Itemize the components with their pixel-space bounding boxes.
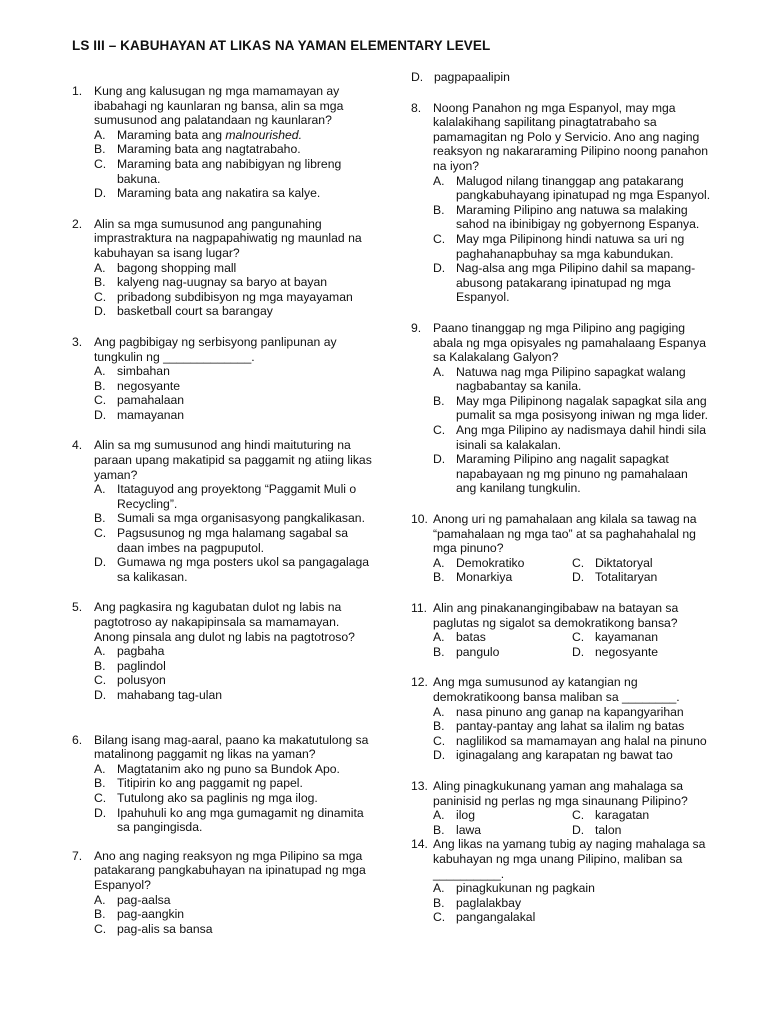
option-c xyxy=(433,423,711,452)
option-text: pag-alis sa bansa xyxy=(117,921,213,936)
option-letter: D. xyxy=(94,805,107,820)
question-text: Bilang isang mag-aaral, paano ka makatutulong sa matalinong paggamit ng likas na yaman? xyxy=(94,732,369,762)
option-text: paglalakbay xyxy=(456,895,522,910)
option-text: Natuwa nag mga Pilipino sapagkat walang nagbabantay sa kanila. xyxy=(456,364,686,394)
option-a xyxy=(94,128,372,143)
option-letter: A. xyxy=(433,630,445,645)
option-b xyxy=(433,203,711,232)
option-letter: D. xyxy=(94,407,107,422)
option-letter: C. xyxy=(572,630,585,645)
option-letter: A. xyxy=(433,173,445,188)
option-a xyxy=(94,893,372,908)
option-letter: C. xyxy=(433,231,446,246)
option-d xyxy=(572,645,711,660)
option-b xyxy=(94,142,372,157)
question-4 xyxy=(72,438,372,584)
option-text: Sumali sa mga organisasyong pangkalikasan. xyxy=(117,511,365,526)
option-text: Ipahuhuli ko ang mga gumagamit ng dinamita sa pangingisda. xyxy=(117,805,364,835)
option-text: kayamanan xyxy=(595,630,659,645)
option-letter: D. xyxy=(572,822,585,837)
question-text: Alin ang pinakanangingibabaw na batayan sa paglutas ng sigalot sa demokratikong bansa? xyxy=(433,601,679,630)
option-d xyxy=(433,452,711,496)
question-number: 7. xyxy=(72,848,83,863)
option-text: Titipirin ko ang paggamit ng papel. xyxy=(117,776,303,791)
option-row xyxy=(433,808,711,823)
option-text: karagatan xyxy=(595,808,650,823)
option-c xyxy=(572,630,711,645)
option-c xyxy=(94,290,372,305)
option-letter: C. xyxy=(94,156,107,171)
option-letter: C. xyxy=(94,673,107,688)
option-text: naglilikod sa mamamayan ang halal na pinuno xyxy=(456,733,707,748)
option-letter: A. xyxy=(433,555,445,570)
option-text: pangangalakal xyxy=(456,910,536,925)
option-letter: B. xyxy=(433,895,445,910)
document-title: LS III – KABUHAYAN AT LIKAS NA YAMAN ELEMENTARY LEVEL xyxy=(72,38,491,53)
question-number: 3. xyxy=(72,334,83,349)
option-text: pribadong subdibisyon ng mga mayayaman xyxy=(117,289,353,304)
option-a xyxy=(433,365,711,394)
question-text: Ang likas na yamang tubig ay naging mahalaga sa kabuhayan ng mga unang Pilipino, maliban sa __________. xyxy=(433,837,706,881)
option-text: pinagkukunan ng pagkain xyxy=(456,881,595,896)
question-text: Ano ang naging reaksyon ng mga Pilipino sa mga patakarang pangkabuhayan na ipinatupad ng mga Espanyol? xyxy=(94,848,366,892)
option-a xyxy=(94,644,372,659)
option-text: bagong shopping mall xyxy=(117,260,237,275)
question-14 xyxy=(411,837,711,925)
option-row xyxy=(433,630,711,645)
option-letter: C. xyxy=(572,808,585,823)
option-d xyxy=(94,304,372,319)
option-text: Pagsusunog ng mga halamang sagabal sa daan imbes na pagpuputol. xyxy=(117,526,349,555)
option-letter: B. xyxy=(94,275,106,290)
option-letter: B. xyxy=(433,822,445,837)
option-letter: B. xyxy=(94,658,106,673)
option-letter: D. xyxy=(94,304,107,319)
option-text: batas xyxy=(456,630,486,645)
option-c xyxy=(94,673,372,688)
option-c xyxy=(572,556,711,571)
option-text: pag-aalsa xyxy=(117,892,171,907)
question-number: 9. xyxy=(411,320,422,335)
option-text: paglindol xyxy=(117,658,166,673)
option-text: pangulo xyxy=(456,644,500,659)
option-letter: C. xyxy=(433,423,446,438)
option-text: simbahan xyxy=(117,364,170,379)
option-c xyxy=(433,734,711,749)
option-letter: A. xyxy=(94,482,106,497)
option-text: lawa xyxy=(456,822,482,837)
option-text: negosyante xyxy=(595,644,659,659)
option-letter: D. xyxy=(572,570,585,585)
question-number: 6. xyxy=(72,732,83,747)
option-d xyxy=(433,748,711,763)
option-b xyxy=(433,570,572,585)
option-c xyxy=(94,526,372,555)
option-b xyxy=(94,776,372,791)
option-text: Tutulong ako sa paglinis ng mga ilog. xyxy=(117,790,318,805)
option-letter: A. xyxy=(94,892,106,907)
question-13 xyxy=(411,779,711,837)
option-letter: A. xyxy=(433,364,445,379)
question-number: 14. xyxy=(411,837,428,852)
option-letter: A. xyxy=(94,761,106,776)
option-c xyxy=(94,157,372,186)
option-c xyxy=(94,791,372,806)
option-emphasis: malnourished. xyxy=(225,127,302,142)
option-letter: A. xyxy=(94,127,106,142)
option-c xyxy=(572,808,711,823)
option-b xyxy=(433,823,572,838)
question-number: 5. xyxy=(72,600,83,615)
option-b xyxy=(433,896,711,911)
option-text: Demokratiko xyxy=(456,555,525,570)
option-letter: A. xyxy=(94,260,106,275)
question-2 xyxy=(72,217,372,319)
option-text: May mga Pilipinong nagalak sapagkat sila ang pumalit sa mga posisyong iniwan ng mga lider. xyxy=(456,393,709,423)
option-letter: C. xyxy=(94,790,107,805)
question-text: Ang pagbibigay ng serbisyong panlipunan ay tungkulin ng _____________. xyxy=(94,334,337,364)
option-b xyxy=(433,394,711,423)
option-text: ilog xyxy=(456,808,475,823)
right-column xyxy=(411,70,711,925)
question-text: Aling pinagkukunang yaman ang mahalaga sa paninisid ng perlas ng mga sinaunang Pilipino? xyxy=(433,778,688,808)
option-text: Monarkiya xyxy=(456,570,513,585)
option-letter: B. xyxy=(94,142,106,157)
option-letter: D. xyxy=(572,644,585,659)
option-a xyxy=(433,881,711,896)
question-6 xyxy=(72,733,372,835)
option-letter: D. xyxy=(433,261,446,276)
option-text: Maraming bata ang nabibigyan ng libreng bakuna. xyxy=(117,156,342,186)
option-text: Diktatoryal xyxy=(595,555,653,570)
option-letter: A. xyxy=(94,364,106,379)
option-d xyxy=(94,806,372,835)
option-letter: B. xyxy=(94,378,106,393)
option-text: pamahalaan xyxy=(117,393,185,408)
question-number: 4. xyxy=(72,438,83,453)
option-text: Magtatanim ako ng puno sa Bundok Apo. xyxy=(117,761,340,776)
option-text: Maraming Pilipino ang nagalit sapagkat napabayaan ng mg pinuno ng pamahalaan ang kanilang tungkulin. xyxy=(456,452,688,496)
option-text: nasa pinuno ang ganap na kapangyarihan xyxy=(456,704,684,719)
option-c xyxy=(433,910,711,925)
option-row xyxy=(433,556,711,571)
option-letter: B. xyxy=(94,907,106,922)
option-b xyxy=(94,275,372,290)
option-letter: B. xyxy=(433,202,445,217)
question-5 xyxy=(72,600,372,702)
option-text: Nag-alsa ang mga Pilipino dahil sa mapang-abusong patakarang ipinatupad ng mga Espanyol. xyxy=(456,261,696,305)
option-letter: C. xyxy=(94,393,107,408)
option-letter: C. xyxy=(94,921,107,936)
option-b xyxy=(94,511,372,526)
option-row xyxy=(433,645,711,660)
option-a xyxy=(94,762,372,777)
option-text: Maraming bata ang nakatira sa kalye. xyxy=(117,186,321,201)
option-a xyxy=(94,482,372,511)
option-b xyxy=(433,719,711,734)
option-text: talon xyxy=(595,822,622,837)
option-c xyxy=(94,922,372,937)
option-letter: B. xyxy=(433,393,445,408)
option-text: Ang mga Pilipino ay nadismaya dahil hindi sila isinali sa kalakalan. xyxy=(456,423,706,452)
question-9 xyxy=(411,321,711,496)
question-text: Noong Panahon ng mga Espanyol, may mga kalalakihang sapilitang pinagtatrabaho sa pamamagitan ng Polo y Servicio. Ano ang naging reaksyon ng nakararaming Pilipino noong panahon na iyon? xyxy=(433,100,709,173)
question-number: 13. xyxy=(411,778,428,793)
option-letter: B. xyxy=(433,719,445,734)
option-letter: A. xyxy=(433,808,445,823)
question-10 xyxy=(411,512,711,585)
question-text: Ang pagkasira ng kagubatan dulot ng labis na pagtotroso ay nakapipinsala sa mamamayan. Anong pinsala ang dulot ng labis na pagtotroso? xyxy=(94,600,355,644)
question-text: Paano tinanggap ng mga Pilipino ang pagiging abala ng mga opisyales ng pamahalaang Espanya sa Kalakalang Galyon? xyxy=(433,320,707,365)
option-d xyxy=(572,570,711,585)
question-text: Ang mga sumusunod ay katangian ng demokratikoong bansa maliban sa ________. xyxy=(433,675,680,704)
option-d xyxy=(94,186,372,201)
option-d xyxy=(433,261,711,305)
question-8 xyxy=(411,101,711,305)
option-letter: B. xyxy=(94,776,106,791)
option-letter: C. xyxy=(94,526,107,541)
option-letter: D. xyxy=(94,555,107,570)
question-text: Alin sa mg sumusunod ang hindi maituturing na paraan upang makatipid sa paggamit ng atiing likas yaman? xyxy=(94,438,372,482)
option-letter: A. xyxy=(433,881,445,896)
option-text: May mga Pilipinong hindi natuwa sa uri ng paghahanapbuhay sa mga kabundukan. xyxy=(456,231,685,261)
option-row xyxy=(433,570,711,585)
option-text: Gumawa ng mga posters ukol sa pangagalaga sa kalikasan. xyxy=(117,555,370,584)
left-column xyxy=(72,70,372,936)
option-letter: D. xyxy=(433,452,446,467)
option-text: Maraming bata ang nagtatrabaho. xyxy=(117,142,301,157)
option-letter: C. xyxy=(433,910,446,925)
option-letter: A. xyxy=(433,704,445,719)
option-text: Malugod nilang tinanggap ang patakarang pangkabuhayang ipinatupad ng mga Espanyol. xyxy=(456,173,711,203)
option-d xyxy=(572,823,711,838)
option-a xyxy=(94,364,372,379)
option-a xyxy=(433,705,711,720)
question-number: 2. xyxy=(72,216,83,231)
option-text: Totalitaryan xyxy=(595,570,658,585)
option-text: Maraming bata ang xyxy=(117,127,226,142)
option-d xyxy=(94,555,372,584)
option-letter: A. xyxy=(94,644,106,659)
option-letter: C. xyxy=(433,733,446,748)
option-letter: B. xyxy=(433,570,445,585)
question-number: 10. xyxy=(411,512,428,527)
option-c xyxy=(433,232,711,261)
option-row xyxy=(433,823,711,838)
option-text: kalyeng nag-uugnay sa baryo at bayan xyxy=(117,275,328,290)
option-d-q7-continued xyxy=(411,70,711,85)
option-b xyxy=(94,379,372,394)
question-1 xyxy=(72,84,372,201)
option-letter: D. xyxy=(94,186,107,201)
option-b xyxy=(94,659,372,674)
question-number: 8. xyxy=(411,100,422,115)
option-d xyxy=(94,688,372,703)
question-number: 12. xyxy=(411,675,428,690)
option-text: pagbaha xyxy=(117,644,165,659)
option-text: mahabang tag-ulan xyxy=(117,687,223,702)
question-number: 11. xyxy=(411,601,428,615)
option-text: mamayanan xyxy=(117,407,185,422)
option-b xyxy=(94,907,372,922)
option-text: pantay-pantay ang lahat sa ilalim ng batas xyxy=(456,719,685,734)
option-a xyxy=(433,556,572,571)
option-letter: D. xyxy=(411,70,424,84)
option-letter: B. xyxy=(433,644,445,659)
option-letter: D. xyxy=(433,748,446,763)
option-d xyxy=(94,408,372,423)
option-a xyxy=(94,261,372,276)
question-7 xyxy=(72,849,372,937)
option-text: Maraming Pilipino ang natuwa sa malaking sahod na ibinibigay ng gobyernong Espanya. xyxy=(456,202,700,232)
question-12 xyxy=(411,675,711,763)
option-text: iginagalang ang karapatan ng bawat tao xyxy=(456,748,673,763)
question-text: Anong uri ng pamahalaan ang kilala sa tawag na “pamahalaan ng mga tao” at sa paghahahalal ng mga pinuno? xyxy=(433,512,697,556)
option-letter: B. xyxy=(94,511,106,526)
question-number: 1. xyxy=(72,84,83,98)
option-text: Itataguyod ang proyektong “Paggamit Muli o Recycling”. xyxy=(117,482,357,511)
option-text: polusyon xyxy=(117,673,166,688)
option-a xyxy=(433,174,711,203)
option-letter: C. xyxy=(94,289,107,304)
option-text: pag-aangkin xyxy=(117,907,185,922)
question-11 xyxy=(411,601,711,659)
option-text: pagpapaalipin xyxy=(434,70,510,84)
option-a xyxy=(433,630,572,645)
question-3 xyxy=(72,335,372,423)
option-text: negosyante xyxy=(117,378,181,393)
question-text: Kung ang kalusugan ng mga mamamayan ay ibabahagi ng kaunlaran ng bansa, alin sa mga sumusunod ang palatandaan ng kaunlaran? xyxy=(94,84,344,128)
option-letter: D. xyxy=(94,687,107,702)
option-c xyxy=(94,393,372,408)
option-letter: C. xyxy=(572,555,585,570)
question-text: Alin sa mga sumusunod ang pangunahing imprastraktura na nagpapahiwatig ng maunlad na kabuhayan sa isang lugar? xyxy=(94,216,362,260)
option-a xyxy=(433,808,572,823)
option-b xyxy=(433,645,572,660)
option-text: basketball court sa barangay xyxy=(117,304,273,319)
